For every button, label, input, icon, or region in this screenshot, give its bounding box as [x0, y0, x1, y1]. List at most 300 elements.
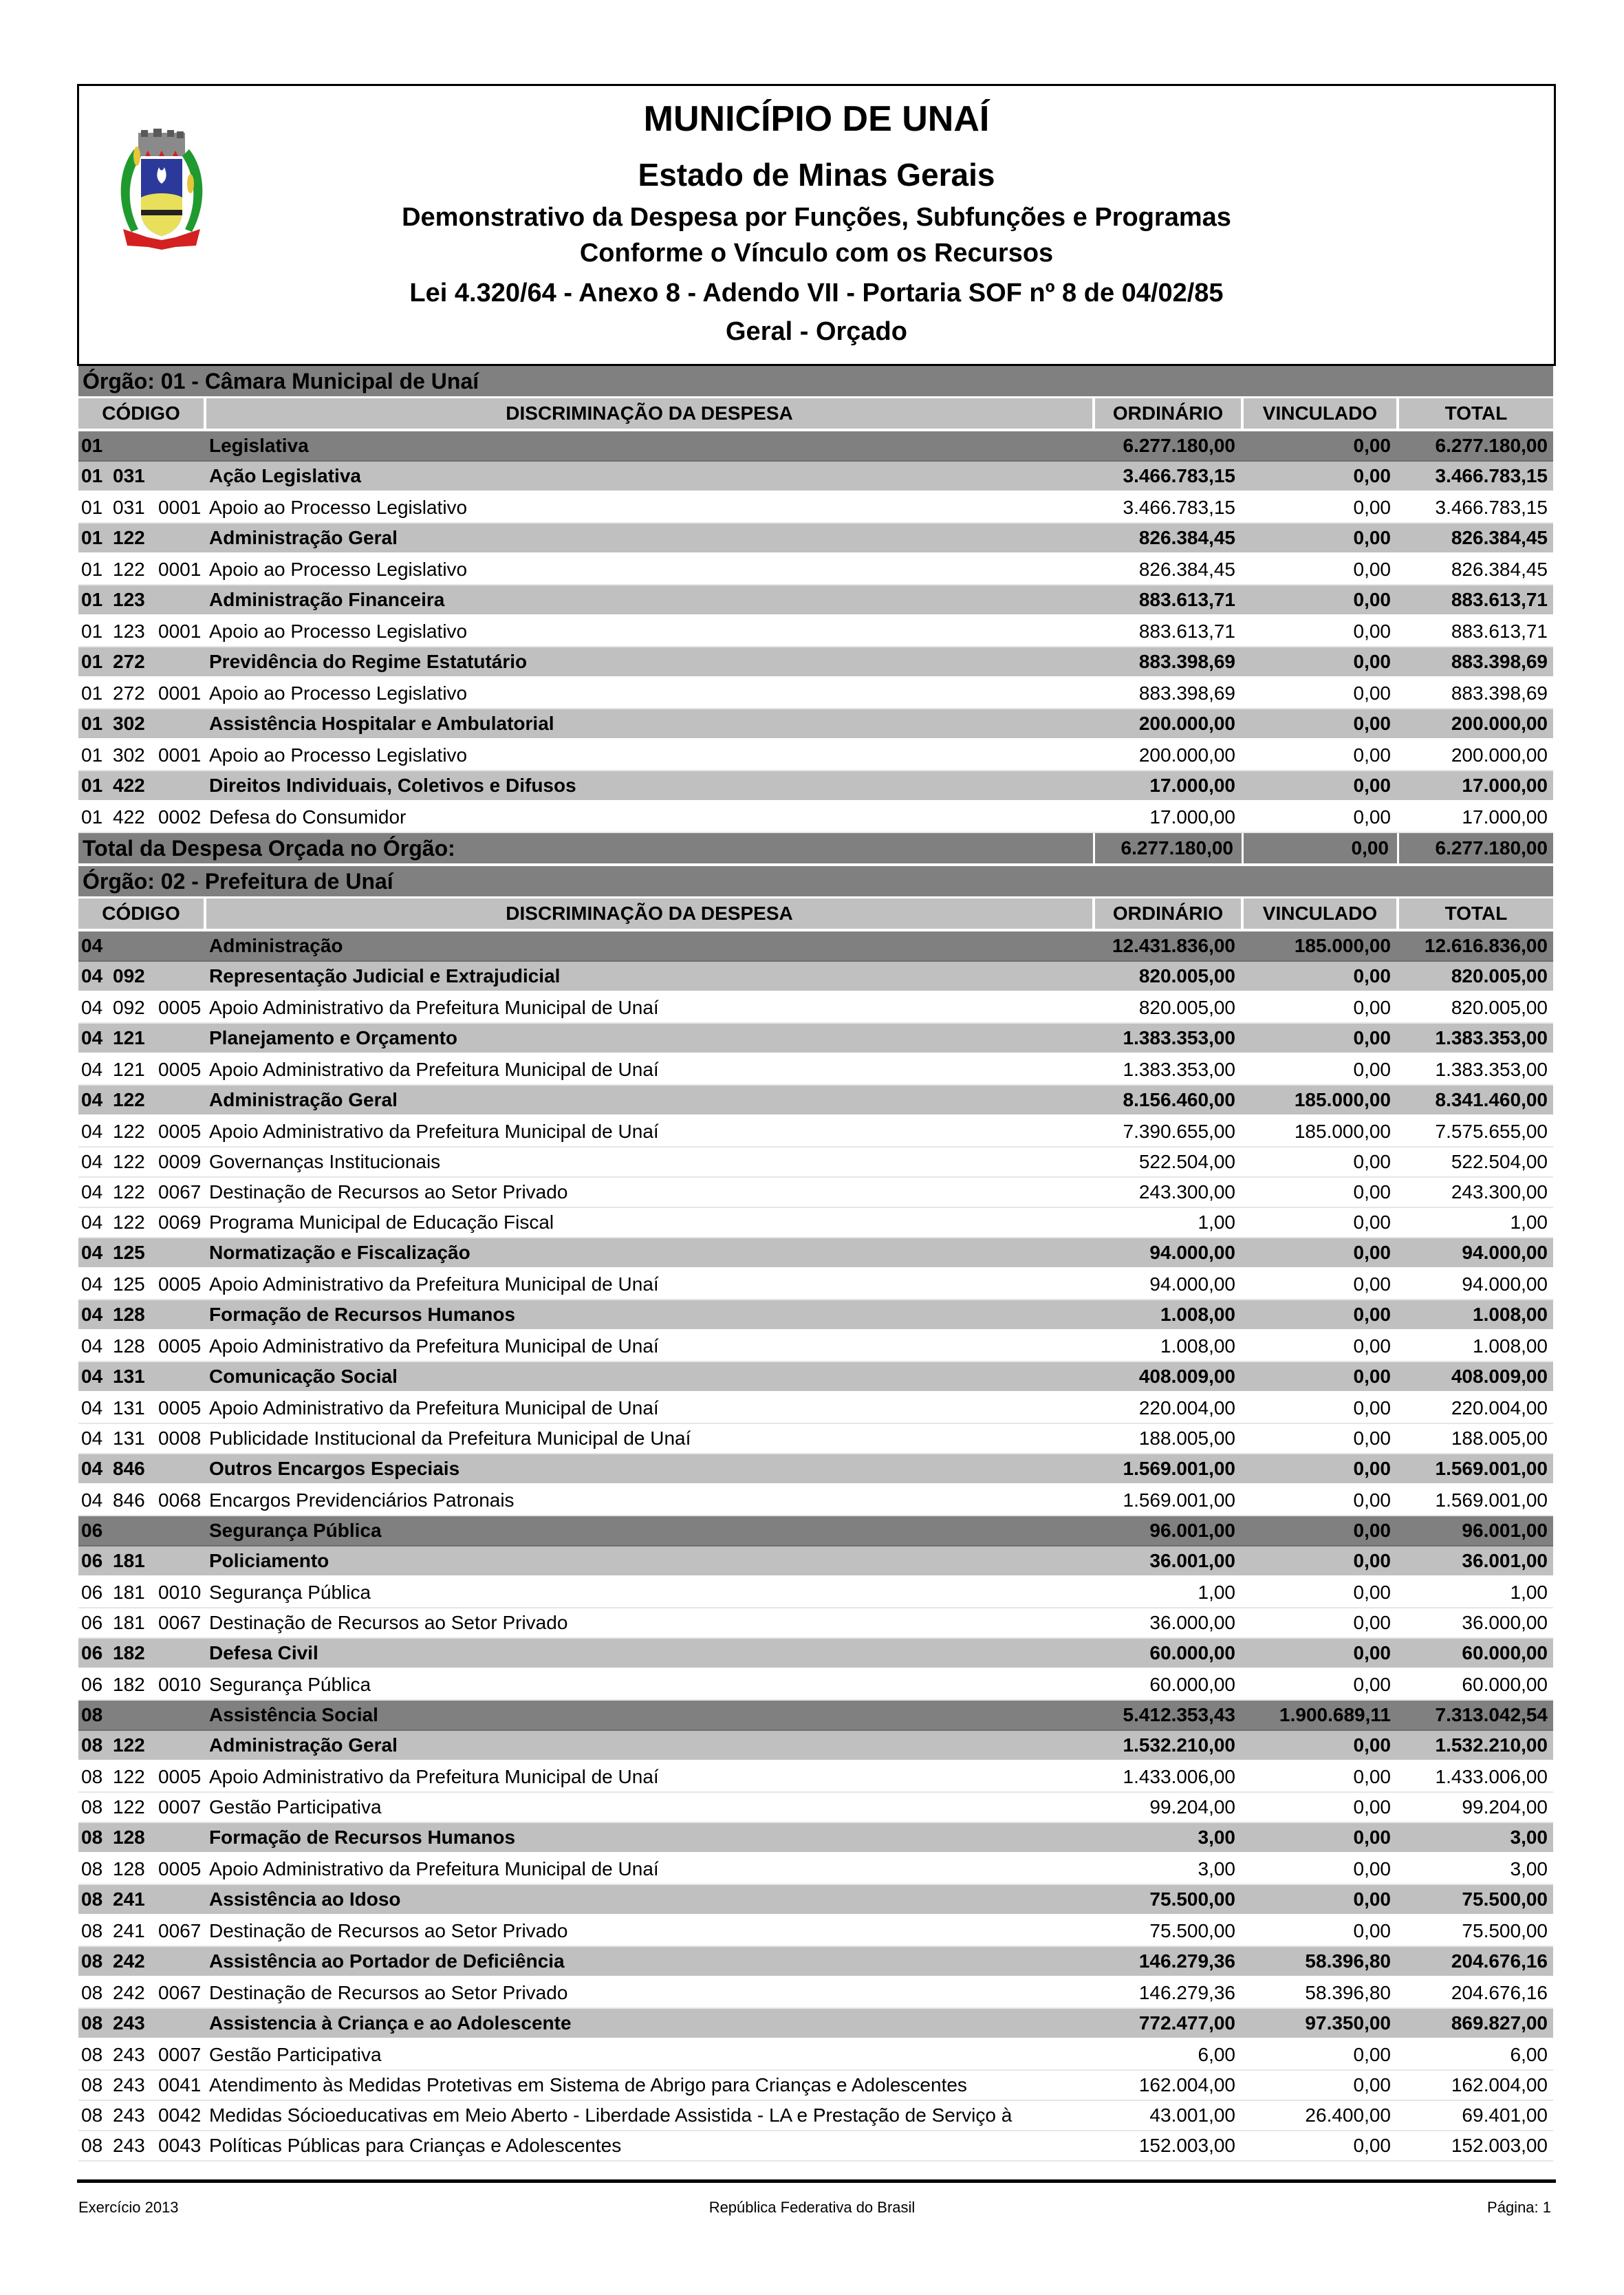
code-parts: [81, 2044, 204, 2066]
subfunction-code: 243: [113, 2044, 145, 2065]
subfunction-code: 121: [113, 1027, 145, 1048]
description-cell: Defesa Civil: [209, 1642, 318, 1663]
function-code: 08: [81, 1796, 103, 1818]
report-scope: Geral - Orçado: [726, 317, 907, 346]
total-amount: 36.001,00: [1462, 1550, 1548, 1571]
total-amount: 204.676,16: [1451, 1982, 1548, 2003]
subfunction-code: 272: [113, 682, 145, 704]
program-row: [78, 493, 1553, 524]
subfunction-code: 242: [113, 1950, 145, 1972]
code-cell: [78, 1670, 206, 1699]
linked-amount: 0,00: [1353, 621, 1391, 642]
program-row: [78, 1394, 1553, 1424]
ordinary-amount: 408.009,00: [1138, 1366, 1235, 1387]
function-code: 01: [81, 589, 103, 610]
ordinary-amount: 200.000,00: [1138, 713, 1235, 734]
function-code: 08: [81, 1858, 103, 1879]
ordinary-amount: 146.279,36: [1138, 1982, 1235, 2003]
ordinary-amount: 6,00: [1198, 2044, 1235, 2065]
description-cell: Previdência do Regime Estatutário: [209, 651, 528, 672]
linked-amount: 0,00: [1353, 713, 1391, 734]
subfunction-code: [113, 435, 158, 457]
linked-amount: 0,00: [1353, 465, 1391, 486]
total-amount: 1.433.006,00: [1435, 1766, 1548, 1787]
code-cell: [78, 493, 206, 522]
code-cell: [78, 931, 206, 960]
ordinary-amount: 883.613,71: [1138, 589, 1235, 610]
function-code: 04: [81, 1273, 103, 1295]
total-amount: 220.004,00: [1451, 1397, 1548, 1419]
function-code: 08: [81, 1950, 103, 1972]
code-parts: [81, 589, 204, 611]
code-cell: [78, 1148, 206, 1176]
ordinary-amount: 60.000,00: [1149, 1642, 1235, 1663]
function-code: 08: [81, 2104, 103, 2126]
function-code: 08: [81, 1704, 103, 1725]
subfunction-row: [78, 1362, 1553, 1394]
ordinary-amount: 75.500,00: [1149, 1888, 1235, 1910]
program-row: [78, 1578, 1553, 1608]
ordinary-amount: 3.466.783,15: [1123, 497, 1235, 518]
linked-amount: 0,00: [1353, 1458, 1391, 1479]
subfunction-row: [78, 1731, 1553, 1763]
program-code: [158, 1827, 204, 1849]
ordinary-amount: 12.431.836,00: [1112, 935, 1235, 956]
ordinary-amount: 820.005,00: [1138, 965, 1235, 987]
function-code: 04: [81, 1397, 103, 1419]
ordinary-amount: 200.000,00: [1138, 744, 1235, 766]
code-parts: [81, 1888, 204, 1910]
program-code: 0069: [158, 1211, 202, 1233]
linked-amount: 0,00: [1353, 435, 1391, 456]
column-header-ordinary: ORDINÁRIO: [1095, 898, 1244, 929]
subfunction-code: 122: [113, 527, 145, 548]
program-code: [158, 1704, 204, 1726]
subfunction-code: 122: [113, 1121, 145, 1142]
column-header-code: CÓDIGO: [78, 898, 206, 929]
function-code: 06: [81, 1612, 103, 1633]
program-code: [158, 527, 204, 549]
column-header-code: CÓDIGO: [78, 398, 206, 429]
description-cell: Governanças Institucionais: [209, 1151, 441, 1172]
code-cell: [78, 1178, 206, 1207]
ordinary-amount: 243.300,00: [1138, 1181, 1235, 1203]
linked-amount: 0,00: [1353, 1734, 1391, 1756]
code-cell: [78, 1885, 206, 1914]
total-amount: 408.009,00: [1451, 1366, 1548, 1387]
ordinary-amount: 60.000,00: [1149, 1674, 1235, 1695]
description-cell: Apoio Administrativo da Prefeitura Municipal de Unaí: [209, 1335, 659, 1357]
subfunction-code: 241: [113, 1888, 145, 1910]
code-cell: [78, 462, 206, 491]
linked-amount: 0,00: [1353, 1674, 1391, 1695]
description-cell: Assistência ao Portador de Deficiência: [209, 1950, 565, 1972]
description-cell: Legislativa: [209, 435, 309, 456]
total-amount: 69.401,00: [1462, 2104, 1548, 2126]
ordinary-amount: 883.398,69: [1138, 651, 1235, 672]
code-parts: [81, 997, 204, 1019]
linked-amount: 0,00: [1353, 651, 1391, 672]
total-amount: 1.383.353,00: [1435, 1059, 1548, 1080]
function-code: 06: [81, 1520, 103, 1541]
total-amount: 1,00: [1510, 1582, 1548, 1603]
description-cell: Destinação de Recursos ao Setor Privado: [209, 1920, 568, 1941]
orgao-total-label: Total da Despesa Orçada no Órgão:: [78, 833, 1095, 863]
ordinary-amount: 8.156.460,00: [1123, 1089, 1235, 1110]
code-parts: [81, 559, 204, 581]
subfunction-row: [78, 1300, 1553, 1332]
column-header-total: TOTAL: [1444, 903, 1508, 924]
code-cell: [78, 1917, 206, 1946]
subfunction-code: 092: [113, 997, 145, 1018]
code-parts: [81, 435, 204, 457]
total-amount: 204.676,16: [1451, 1950, 1548, 1972]
program-code: 0010: [158, 1582, 202, 1603]
total-amount: 826.384,45: [1451, 527, 1548, 548]
subfunction-row: [78, 771, 1553, 803]
program-row: [78, 1148, 1553, 1178]
program-code: 0005: [158, 1858, 202, 1879]
linked-amount: 0,00: [1353, 1888, 1391, 1910]
function-code: 06: [81, 1582, 103, 1603]
program-code: 0068: [158, 1489, 202, 1511]
subfunction-row: [78, 962, 1553, 993]
total-amount: 522.504,00: [1451, 1151, 1548, 1172]
subfunction-row: [78, 1947, 1553, 1979]
column-header-ordinary: ORDINÁRIO: [1095, 398, 1244, 429]
subfunction-code: 128: [113, 1304, 145, 1325]
program-row: [78, 1917, 1553, 1947]
ordinary-amount: 1.532.210,00: [1123, 1734, 1235, 1756]
description-cell: Políticas Públicas para Crianças e Adolescentes: [209, 2135, 622, 2156]
ordinary-amount: 1.008,00: [1160, 1335, 1235, 1357]
linked-amount: 0,00: [1353, 1520, 1391, 1541]
description-cell: Formação de Recursos Humanos: [209, 1304, 516, 1325]
ordinary-amount: 1,00: [1198, 1582, 1235, 1603]
code-parts: [81, 1059, 204, 1081]
subfunction-row: [78, 1454, 1553, 1486]
code-parts: [81, 1766, 204, 1788]
linked-amount: 0,00: [1353, 1582, 1391, 1603]
code-parts: [81, 965, 204, 987]
description-cell: Apoio ao Processo Legislativo: [209, 559, 468, 580]
subfunction-row: [78, 585, 1553, 617]
subfunction-row: [78, 2009, 1553, 2040]
code-parts: [81, 1982, 204, 2004]
total-amount: 94.000,00: [1462, 1273, 1548, 1295]
function-code: 01: [81, 682, 103, 704]
function-code: 06: [81, 1642, 103, 1663]
program-code: [158, 1888, 204, 1910]
function-code: 08: [81, 1766, 103, 1787]
code-cell: [78, 679, 206, 708]
program-row: [78, 1855, 1553, 1885]
program-code: 0001: [158, 497, 202, 518]
program-row: [78, 555, 1553, 585]
program-row: [78, 2040, 1553, 2071]
program-code: [158, 965, 204, 987]
code-cell: [78, 1578, 206, 1607]
function-row: [78, 931, 1553, 962]
function-code: 08: [81, 2074, 103, 2095]
ordinary-amount: 36.000,00: [1149, 1612, 1235, 1633]
code-cell: [78, 431, 206, 460]
program-code: 0001: [158, 559, 202, 580]
linked-amount: 0,00: [1353, 1920, 1391, 1941]
code-parts: [81, 1427, 204, 1450]
description-cell: Apoio Administrativo da Prefeitura Municipal de Unaí: [209, 1273, 659, 1295]
code-parts: [81, 1550, 204, 1572]
subfunction-row: [78, 1885, 1553, 1917]
program-row: [78, 679, 1553, 709]
function-code: 04: [81, 1489, 103, 1511]
function-code: 04: [81, 1059, 103, 1080]
subfunction-code: 122: [113, 559, 145, 580]
code-cell: [78, 1547, 206, 1575]
code-parts: [81, 1242, 204, 1264]
linked-amount: 58.396,80: [1305, 1982, 1391, 2003]
code-parts: [81, 1858, 204, 1880]
code-parts: [81, 2012, 204, 2034]
total-amount: 162.004,00: [1451, 2074, 1548, 2095]
report-header: [77, 84, 1556, 366]
linked-amount: 0,00: [1353, 2044, 1391, 2065]
ordinary-amount: 1.433.006,00: [1123, 1766, 1235, 1787]
description-cell: Ação Legislativa: [209, 465, 361, 486]
ordinary-amount: 826.384,45: [1138, 559, 1235, 580]
subfunction-code: [113, 1704, 158, 1726]
program-row: [78, 1208, 1553, 1238]
subfunction-code: 123: [113, 621, 145, 642]
column-header-linked: VINCULADO: [1244, 398, 1399, 429]
code-parts: [81, 1796, 204, 1818]
total-amount: 1.008,00: [1473, 1304, 1548, 1325]
function-code: 08: [81, 1888, 103, 1910]
program-code: 0043: [158, 2135, 202, 2156]
linked-amount: 26.400,00: [1305, 2104, 1391, 2126]
function-code: 01: [81, 465, 103, 486]
linked-amount: 0,00: [1353, 1335, 1391, 1357]
linked-amount: 0,00: [1353, 1273, 1391, 1295]
subfunction-code: 122: [113, 1796, 145, 1818]
description-cell: Segurança Pública: [209, 1520, 382, 1541]
subfunction-code: 128: [113, 1858, 145, 1879]
program-row: [78, 1055, 1553, 1086]
subfunction-code: 122: [113, 1766, 145, 1787]
total-amount: 12.616.836,00: [1424, 935, 1548, 956]
code-parts: [81, 465, 204, 487]
code-parts: [81, 1489, 204, 1511]
program-row: [78, 1117, 1553, 1148]
function-code: 08: [81, 1920, 103, 1941]
state-name: Estado de Minas Gerais: [638, 157, 995, 193]
subfunction-code: 243: [113, 2074, 145, 2095]
linked-amount: 0,00: [1353, 1827, 1391, 1848]
code-cell: [78, 1731, 206, 1760]
program-code: [158, 1458, 204, 1480]
function-row: [78, 1516, 1553, 1547]
code-cell: [78, 1979, 206, 2007]
linked-amount: 0,00: [1353, 744, 1391, 766]
linked-amount: 0,00: [1353, 1612, 1391, 1633]
program-code: [158, 2012, 204, 2034]
code-cell: [78, 1238, 206, 1267]
description-cell: Administração Geral: [209, 1734, 398, 1756]
ordinary-amount: 5.412.353,43: [1123, 1704, 1235, 1725]
linked-amount: 0,00: [1353, 1427, 1391, 1449]
subfunction-code: 243: [113, 2012, 145, 2034]
ordinary-amount: 1.008,00: [1160, 1304, 1235, 1325]
ordinary-amount: 152.003,00: [1138, 2135, 1235, 2156]
code-parts: [81, 2135, 204, 2157]
total-amount: 883.613,71: [1451, 621, 1548, 642]
ordinary-amount: 883.398,69: [1138, 682, 1235, 704]
program-code: 0007: [158, 2044, 202, 2065]
code-parts: [81, 2074, 204, 2096]
linked-amount: 0,00: [1353, 2135, 1391, 2156]
total-amount: 60.000,00: [1462, 1674, 1548, 1695]
linked-amount: 0,00: [1353, 1397, 1391, 1419]
code-cell: [78, 1300, 206, 1329]
code-cell: [78, 1208, 206, 1237]
total-amount: 3.466.783,15: [1435, 465, 1548, 486]
program-row: [78, 803, 1553, 833]
subfunction-row: [78, 647, 1553, 679]
program-code: [158, 1089, 204, 1111]
code-parts: [81, 621, 204, 643]
program-code: 0005: [158, 1121, 202, 1142]
subfunction-code: 182: [113, 1642, 145, 1663]
code-parts: [81, 935, 204, 957]
total-amount: 1.569.001,00: [1435, 1489, 1548, 1511]
linked-amount: 0,00: [1353, 1766, 1391, 1787]
description-cell: Apoio ao Processo Legislativo: [209, 682, 468, 704]
total-amount: 883.398,69: [1451, 651, 1548, 672]
program-row: [78, 2101, 1553, 2131]
total-amount: 883.398,69: [1451, 682, 1548, 704]
total-amount: 1.532.210,00: [1435, 1734, 1548, 1756]
subfunction-row: [78, 1238, 1553, 1270]
program-code: 0067: [158, 1612, 202, 1633]
ordinary-amount: 17.000,00: [1149, 775, 1235, 796]
program-code: 0005: [158, 1059, 202, 1080]
function-code: 01: [81, 775, 103, 796]
program-code: [158, 589, 204, 611]
legal-reference: Lei 4.320/64 - Anexo 8 - Adendo VII - Portaria SOF nº 8 de 04/02/85: [409, 279, 1224, 308]
subfunction-code: 128: [113, 1335, 145, 1357]
column-header-description: DISCRIMINAÇÃO DA DESPESA: [206, 398, 1095, 429]
description-cell: Apoio Administrativo da Prefeitura Municipal de Unaí: [209, 1766, 659, 1787]
description-cell: Gestão Participativa: [209, 2044, 382, 2065]
description-cell: Formação de Recursos Humanos: [209, 1827, 516, 1848]
description-cell: Encargos Previdenciários Patronais: [209, 1489, 515, 1511]
code-cell: [78, 1454, 206, 1483]
linked-amount: 97.350,00: [1305, 2012, 1391, 2034]
linked-amount: 0,00: [1353, 775, 1391, 796]
ordinary-amount: 96.001,00: [1149, 1520, 1235, 1541]
total-amount: 820.005,00: [1451, 997, 1548, 1018]
code-cell: [78, 803, 206, 832]
program-row: [78, 1763, 1553, 1793]
subfunction-code: 131: [113, 1427, 145, 1449]
subfunction-code: 181: [113, 1550, 145, 1571]
code-cell: [78, 1701, 206, 1730]
orgao-total-row: [78, 833, 1553, 866]
code-cell: [78, 2131, 206, 2160]
linked-amount: 0,00: [1353, 1151, 1391, 1172]
code-parts: [81, 1520, 204, 1542]
code-cell: [78, 524, 206, 552]
function-code: 04: [81, 1121, 103, 1142]
description-cell: Administração Financeira: [209, 589, 445, 610]
code-cell: [78, 771, 206, 800]
description-cell: Apoio Administrativo da Prefeitura Municipal de Unaí: [209, 1397, 659, 1419]
function-code: 04: [81, 1211, 103, 1233]
linked-amount: 185.000,00: [1294, 935, 1391, 956]
linked-amount: 0,00: [1353, 2074, 1391, 2095]
program-code: 0041: [158, 2074, 202, 2095]
code-parts: [81, 1027, 204, 1049]
code-parts: [81, 713, 204, 735]
subfunction-code: 131: [113, 1366, 145, 1387]
subfunction-code: 122: [113, 1089, 145, 1110]
program-code: 0001: [158, 682, 202, 704]
total-amount: 7.313.042,54: [1435, 1704, 1548, 1725]
code-parts: [81, 651, 204, 673]
description-cell: Defesa do Consumidor: [209, 806, 407, 828]
column-header-row: [78, 898, 1553, 931]
code-cell: [78, 741, 206, 770]
subfunction-code: 422: [113, 806, 145, 828]
function-code: 01: [81, 713, 103, 734]
program-code: [158, 465, 204, 487]
program-code: 0005: [158, 1335, 202, 1357]
description-cell: Medidas Sócioeducativas em Meio Aberto - Liberdade Assistida - LA e Prestação de Serviço à: [209, 2104, 1013, 2126]
function-code: 04: [81, 1427, 103, 1449]
linked-amount: 0,00: [1353, 997, 1391, 1018]
code-cell: [78, 1270, 206, 1299]
function-code: 08: [81, 2044, 103, 2065]
code-parts: [81, 775, 204, 797]
linked-amount: 0,00: [1353, 527, 1391, 548]
footer-divider: [77, 2179, 1556, 2183]
program-code: 0042: [158, 2104, 202, 2126]
program-code: 0005: [158, 1397, 202, 1419]
program-code: [158, 1642, 204, 1664]
code-parts: [81, 1674, 204, 1696]
total-amount: 152.003,00: [1451, 2135, 1548, 2156]
description-cell: Apoio Administrativo da Prefeitura Municipal de Unaí: [209, 1858, 659, 1879]
subfunction-code: 302: [113, 713, 145, 734]
orgao-label: Órgão: 01 - Câmara Municipal de Unaí: [83, 368, 479, 394]
function-code: 04: [81, 1335, 103, 1357]
total-amount: 75.500,00: [1462, 1920, 1548, 1941]
description-cell: Assistência Social: [209, 1704, 378, 1725]
linked-amount: 1.900.689,11: [1279, 1704, 1391, 1725]
ordinary-amount: 99.204,00: [1149, 1796, 1235, 1818]
code-cell: [78, 1639, 206, 1668]
description-cell: Administração Geral: [209, 527, 398, 548]
total-amount: 869.827,00: [1451, 2012, 1548, 2034]
report-subtitle: Conforme o Vínculo com os Recursos: [579, 239, 1054, 268]
code-cell: [78, 1362, 206, 1391]
code-cell: [78, 555, 206, 584]
linked-amount: 0,00: [1353, 1550, 1391, 1571]
code-parts: [81, 1211, 204, 1233]
column-header-description: DISCRIMINAÇÃO DA DESPESA: [206, 898, 1095, 929]
function-code: 01: [81, 621, 103, 642]
code-cell: [78, 1332, 206, 1361]
